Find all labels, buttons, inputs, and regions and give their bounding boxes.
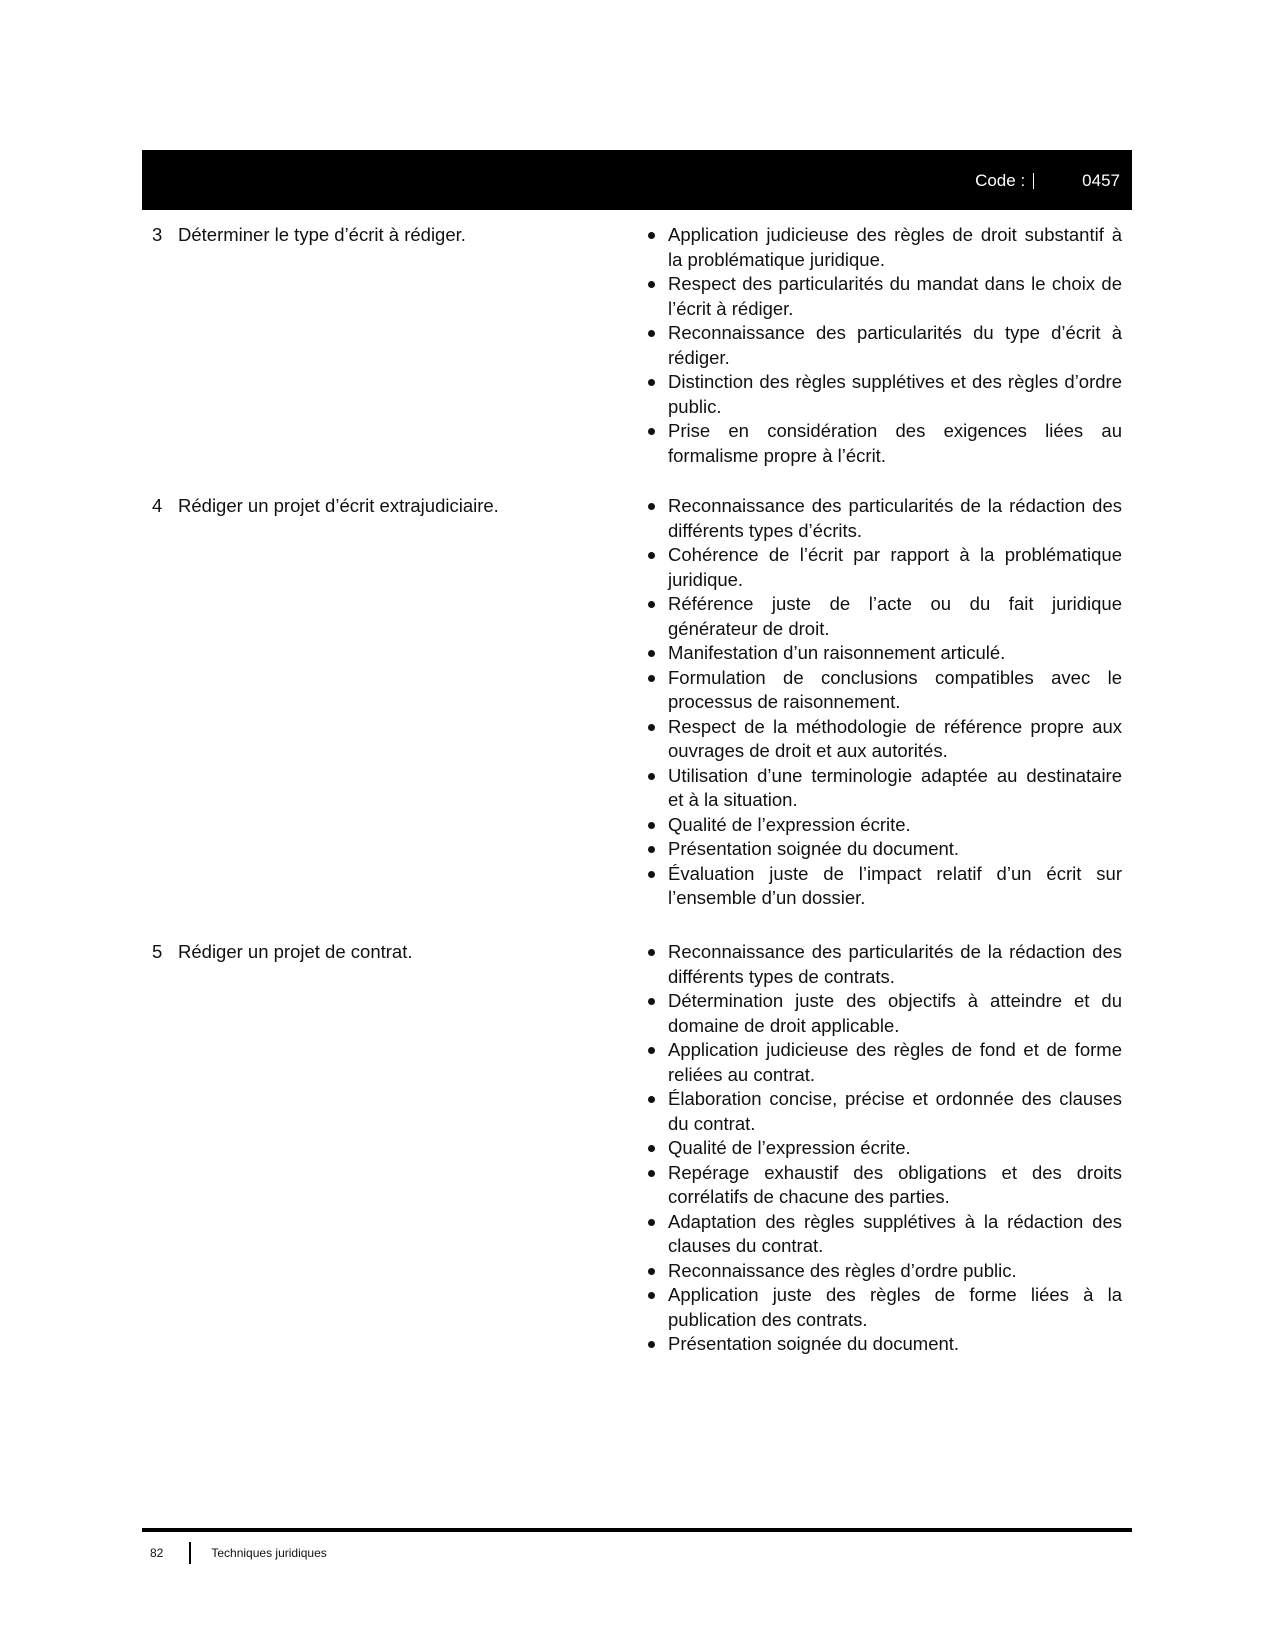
criteria-list — [646, 223, 1122, 468]
section-number: 4 — [152, 495, 163, 516]
criteria-item: Qualité de l’expression écrite. — [646, 813, 1122, 838]
criteria-item: Cohérence de l’écrit par rapport à la problématique juridique. — [646, 543, 1122, 592]
section-title — [152, 494, 499, 518]
criteria-item: Adaptation des règles supplétives à la rédaction des clauses du contrat. — [646, 1210, 1122, 1259]
course-code — [975, 171, 1120, 191]
section-title-text: Rédiger un projet d’écrit extrajudiciaire. — [178, 495, 499, 516]
section-number: 3 — [152, 224, 163, 245]
page-footer — [150, 1542, 327, 1564]
criteria-item: Reconnaissance des particularités du type d’écrit à rédiger. — [646, 321, 1122, 370]
criteria-item: Respect des particularités du mandat dans le choix de l’écrit à rédiger. — [646, 272, 1122, 321]
criteria-item: Référence juste de l’acte ou du fait juridique générateur de droit. — [646, 592, 1122, 641]
criteria-item: Application judicieuse des règles de fond et de forme reliées au contrat. — [646, 1038, 1122, 1087]
code-label: Code : — [975, 171, 1026, 190]
header-banner — [142, 150, 1132, 210]
section-number: 5 — [152, 941, 163, 962]
section-title-text: Rédiger un projet de contrat. — [178, 941, 413, 962]
criteria-item: Qualité de l’expression écrite. — [646, 1136, 1122, 1161]
criteria-item: Reconnaissance des particularités de la rédaction des différents types d’écrits. — [646, 494, 1122, 543]
section-title-text: Déterminer le type d’écrit à rédiger. — [178, 224, 466, 245]
criteria-item: Reconnaissance des particularités de la rédaction des différents types de contrats. — [646, 940, 1122, 989]
criteria-item: Distinction des règles supplétives et des règles d’ordre public. — [646, 370, 1122, 419]
criteria-item: Détermination juste des objectifs à atteindre et du domaine de droit applicable. — [646, 989, 1122, 1038]
footer-divider — [189, 1542, 191, 1564]
criteria-item: Évaluation juste de l’impact relatif d’un écrit sur l’ensemble d’un dossier. — [646, 862, 1122, 911]
criteria-item: Application judicieuse des règles de droit substantif à la problématique juridique. — [646, 223, 1122, 272]
program-name: Techniques juridiques — [211, 1546, 327, 1560]
criteria-list — [646, 940, 1122, 1357]
criteria-item: Présentation soignée du document. — [646, 1332, 1122, 1357]
section-title — [152, 223, 466, 247]
criteria-item: Manifestation d’un raisonnement articulé. — [646, 641, 1122, 666]
criteria-item: Application juste des règles de forme liées à la publication des contrats. — [646, 1283, 1122, 1332]
criteria-item: Reconnaissance des règles d’ordre public. — [646, 1259, 1122, 1284]
criteria-item: Élaboration concise, précise et ordonnée des clauses du contrat. — [646, 1087, 1122, 1136]
code-divider — [1033, 173, 1034, 189]
code-value: 0457 — [1082, 171, 1120, 190]
criteria-item: Repérage exhaustif des obligations et des droits corrélatifs de chacune des parties. — [646, 1161, 1122, 1210]
footer-rule — [142, 1528, 1132, 1532]
criteria-item: Respect de la méthodologie de référence propre aux ouvrages de droit et aux autorités. — [646, 715, 1122, 764]
page-number: 82 — [150, 1546, 164, 1560]
criteria-item: Présentation soignée du document. — [646, 837, 1122, 862]
criteria-item: Utilisation d’une terminologie adaptée au destinataire et à la situation. — [646, 764, 1122, 813]
criteria-item: Prise en considération des exigences liées au formalisme propre à l’écrit. — [646, 419, 1122, 468]
criteria-list — [646, 494, 1122, 911]
section-title — [152, 940, 412, 964]
criteria-item: Formulation de conclusions compatibles avec le processus de raisonnement. — [646, 666, 1122, 715]
